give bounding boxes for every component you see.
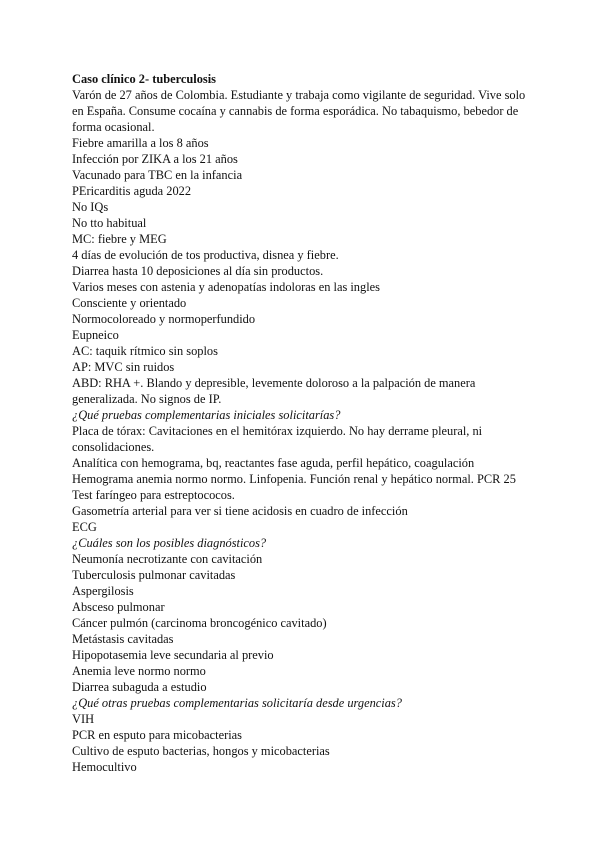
text-line: Cultivo de esputo bacterias, hongos y micobacterias <box>72 744 330 758</box>
text-line: Aspergilosis <box>72 584 134 598</box>
document-body <box>72 71 532 775</box>
text-line: Analítica con hemograma, bq, reactantes fase aguda, perfil hepático, coagulación <box>72 456 475 470</box>
text-line: No IQs <box>72 200 109 214</box>
text-line: Diarrea subaguda a estudio <box>72 680 207 694</box>
question-heading: ¿Cuáles son los posibles diagnósticos? <box>72 536 267 550</box>
text-line: AC: taquik rítmico sin soplos <box>72 344 218 358</box>
text-line: Fiebre amarilla a los 8 años <box>72 136 209 150</box>
text-line: PEricarditis aguda 2022 <box>72 184 192 198</box>
text-line: Diarrea hasta 10 deposiciones al día sin productos. <box>72 264 324 278</box>
text-line: Infección por ZIKA a los 21 años <box>72 152 238 166</box>
text-line: Hipopotasemia leve secundaria al previo <box>72 648 274 662</box>
question-heading: ¿Qué pruebas complementarias iniciales solicitarías? <box>72 408 341 422</box>
text-line: AP: MVC sin ruidos <box>72 360 175 374</box>
text-line: Cáncer pulmón (carcinoma broncogénico cavitado) <box>72 616 327 630</box>
text-line: VIH <box>72 712 95 726</box>
text-line: Metástasis cavitadas <box>72 632 174 646</box>
text-line: Eupneico <box>72 328 119 342</box>
text-line: Varón de 27 años de Colombia. Estudiante y trabaja como vigilante de seguridad. Vive solo en España. Consume cocaína y cannabis de forma esporádica. No tabaquismo, bebedor de forma ocasional. <box>72 88 526 134</box>
text-line: Placa de tórax: Cavitaciones en el hemitórax izquierdo. No hay derrame pleural, ni consolidaciones. <box>72 424 483 454</box>
text-line: Tuberculosis pulmonar cavitadas <box>72 568 236 582</box>
text-line: Neumonía necrotizante con cavitación <box>72 552 263 566</box>
text-line: MC: fiebre y MEG <box>72 232 167 246</box>
text-line: Normocoloreado y normoperfundido <box>72 312 256 326</box>
text-line: ECG <box>72 520 97 534</box>
text-line: Hemocultivo <box>72 760 137 774</box>
text-line: Gasometría arterial para ver si tiene acidosis en cuadro de infección <box>72 504 408 518</box>
text-line: 4 días de evolución de tos productiva, disnea y fiebre. <box>72 248 339 262</box>
text-line: No tto habitual <box>72 216 147 230</box>
text-line: Absceso pulmonar <box>72 600 165 614</box>
document-title: Caso clínico 2- tuberculosis <box>72 72 216 86</box>
question-heading: ¿Qué otras pruebas complementarias solicitaría desde urgencias? <box>72 696 402 710</box>
text-line: Vacunado para TBC en la infancia <box>72 168 243 182</box>
text-line: Test faríngeo para estreptococos. <box>72 488 235 502</box>
text-line: PCR en esputo para micobacterias <box>72 728 242 742</box>
text-line: Anemia leve normo normo <box>72 664 206 678</box>
text-line: ABD: RHA +. Blando y depresible, levemente doloroso a la palpación de manera generalizada. No signos de IP. <box>72 376 476 406</box>
text-line: Varios meses con astenia y adenopatías indoloras en las ingles <box>72 280 380 294</box>
text-line: Consciente y orientado <box>72 296 187 310</box>
text-line: Hemograma anemia normo normo. Linfopenia. Función renal y hepático normal. PCR 25 <box>72 472 516 486</box>
